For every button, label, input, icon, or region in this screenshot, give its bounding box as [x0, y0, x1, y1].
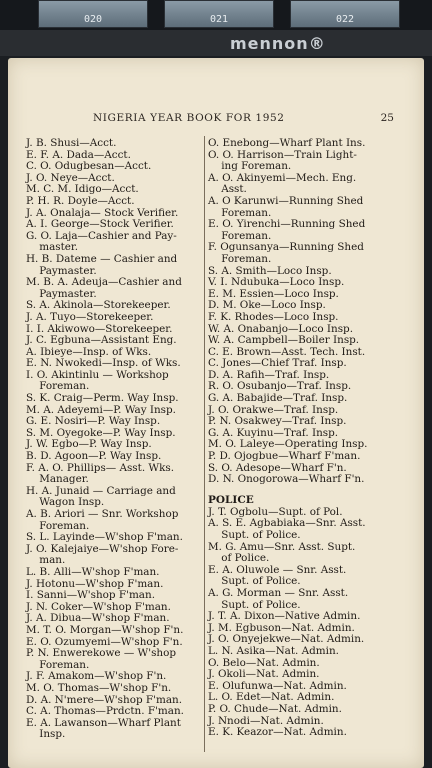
staff-entry-line: O. Enebong—Wharf Plant Ins.	[208, 137, 366, 149]
staff-entry-line: G. A. Kuyinu—Traf. Insp.	[208, 426, 339, 439]
staff-entry-line: Wagon Insp.	[26, 496, 105, 509]
staff-entry-line: J. O. Onyejekwe—Nat. Admin.	[208, 633, 365, 646]
staff-entry-line: J. Nnodi—Nat. Admin.	[208, 714, 324, 727]
staff-entry-line: J. O. Neye—Acct.	[26, 171, 115, 184]
staff-entry-line: I. Sanni—W'shop F'man.	[26, 589, 156, 602]
staff-entry-line: W. A. Campbell—Boiler Insp.	[208, 334, 360, 347]
staff-entry-line: A. S. E. Agbabiaka—Snr. Asst.	[208, 517, 366, 530]
film-frame	[38, 0, 148, 28]
section-heading-police: POLICE	[208, 493, 254, 506]
staff-entry-line: A. Ibieye—Insp. of Wks.	[26, 345, 152, 358]
staff-entry-line: L. N. Asika—Nat. Admin.	[208, 644, 339, 657]
scanner-bar	[0, 30, 432, 56]
staff-entry-line: E. K. Keazor—Nat. Admin.	[208, 726, 347, 739]
staff-entry-line: G. O. Laja—Cashier and Pay-	[26, 229, 177, 242]
frame-number: 021	[209, 14, 229, 25]
staff-entry-line: F. K. Rhodes—Loco Insp.	[208, 310, 339, 323]
staff-entry-line: Foreman.	[208, 229, 272, 242]
staff-entry-line: E. A. Oluwole — Snr. Asst.	[208, 563, 347, 576]
staff-entry-line: J. Okoli—Nat. Admin.	[208, 668, 320, 681]
staff-entry-line: J. T. A. Dixon—Native Admin.	[208, 610, 361, 623]
police-staff-list	[208, 507, 394, 739]
staff-entry-line: G. E. Nosiri—P. Way Insp.	[26, 415, 161, 428]
staff-entry-line: M. O. Laleye—Operating Insp.	[208, 438, 368, 451]
staff-entry-line: O. Belo—Nat. Admin.	[208, 656, 320, 669]
staff-entry-line: A. O Karunwi—Running Shed	[208, 194, 364, 207]
staff-entry-line: S. M. Oyegoke—P. Way Insp.	[26, 426, 176, 439]
page-number: 25	[380, 112, 394, 124]
staff-entry-line: A. I. George—Stock Verifier.	[26, 218, 174, 231]
staff-entry-line: man.	[26, 554, 66, 567]
staff-entry-line: M. B. A. Adeuja—Cashier and	[26, 276, 182, 289]
frame-number: 020	[83, 14, 103, 25]
staff-entry-line: E. F. A. Dada—Acct.	[26, 148, 131, 161]
page-header	[8, 112, 424, 128]
staff-entry-line: W. A. Onabanjo—Loco Insp.	[208, 322, 354, 335]
staff-entry-line: J. O. Kalejaiye—W'shop Fore-	[26, 542, 179, 555]
frame-number: 022	[335, 14, 355, 25]
staff-entry-line: G. A. Babajide—Traf. Insp.	[208, 392, 348, 405]
staff-entry-line: A. G. Morman — Snr. Asst.	[208, 586, 349, 599]
staff-entry-line: C. A. Thomas—Prdctn. F'man.	[26, 705, 184, 718]
staff-entry-line: P. O. Chude—Nat. Admin.	[208, 702, 342, 715]
staff-entry-line: D. A. Rafih—Traf. Insp.	[208, 368, 330, 381]
staff-entry-line: H. A. Junaid — Carriage and	[26, 484, 176, 497]
staff-entry-line: C. E. Brown—Asst. Tech. Inst.	[208, 345, 366, 358]
staff-entry-line: J. O. Orakwe—Traf. Insp.	[208, 403, 339, 416]
staff-entry-line: S. K. Craig—Perm. Way Insp.	[26, 392, 179, 405]
staff-entry-line: I. I. Akiwowo—Storekeeper.	[26, 322, 173, 335]
running-title: NIGERIA YEAR BOOK FOR 1952	[93, 112, 285, 124]
staff-entry-line: C. Jones—Chief Traf. Insp.	[208, 357, 347, 370]
scanner-brand-logo: mennon®	[230, 34, 326, 53]
film-strip	[0, 0, 432, 30]
staff-entry-line: L. O. Edet—Nat. Admin.	[208, 691, 335, 704]
staff-entry-line: B. D. Agoon—P. Way Insp.	[26, 450, 162, 463]
staff-entry-line: J. A. Dibua—W'shop F'man.	[26, 612, 170, 625]
staff-entry-line: J. Hotonu—W'shop F'man.	[26, 577, 164, 590]
staff-entry-line: H. B. Dateme — Cashier and	[26, 252, 178, 265]
staff-entry-line: E. M. Essien—Loco Insp.	[208, 287, 339, 300]
staff-entry-line: Foreman.	[26, 519, 90, 532]
staff-entry-line: M. C. M. Idigo—Acct.	[26, 183, 139, 196]
staff-entry-line: M. G. Amu—Snr. Asst. Supt.	[208, 540, 356, 553]
staff-entry-line: Foreman.	[208, 252, 272, 265]
staff-entry-line: J. A. Tuyo—Storekeeper.	[26, 310, 154, 323]
staff-entry-line: S. A. Akinola—Storekeeper.	[26, 299, 171, 312]
staff-entry-line: P. N. Osakwey—Traf. Insp.	[208, 415, 347, 428]
staff-entry-line: D. N. Onogorowa—Wharf F'n.	[208, 473, 365, 486]
staff-entry-line: ing Foreman.	[208, 160, 292, 173]
staff-entry-line: D. A. N'mere—W'shop F'man.	[26, 693, 183, 706]
staff-entry-line: O. O. Harrison—Train Light-	[208, 148, 357, 161]
staff-entry-line: Insp.	[26, 728, 66, 741]
staff-entry-line: Supt. of Police.	[208, 598, 301, 611]
staff-entry-line: F. A. O. Phillips— Asst. Wks.	[26, 461, 175, 474]
staff-entry-line: J. A. Onalaja— Stock Verifier.	[26, 206, 179, 219]
staff-entry-line: Foreman.	[26, 658, 90, 671]
staff-entry-line: E. O. Ozumyemi—W'shop F'n.	[26, 635, 183, 648]
staff-entry-line: F. Ogunsanya—Running Shed	[208, 241, 364, 254]
section-gap	[208, 486, 394, 492]
film-frame	[164, 0, 274, 28]
staff-entry-line: Paymaster.	[26, 264, 97, 277]
staff-entry-line: P. H. R. Doyle—Acct.	[26, 194, 135, 207]
staff-entry-line: S. A. Smith—Loco Insp.	[208, 264, 332, 277]
staff-entry-line: E. Olufunwa—Nat. Admin.	[208, 679, 347, 692]
staff-entry-line: Paymaster.	[26, 287, 97, 300]
staff-entry-line: Foreman.	[208, 206, 272, 219]
staff-entry-line: S. L. Layinde—W'shop F'man.	[26, 531, 183, 544]
staff-entry-line: D. M. Oke—Loco Insp.	[208, 299, 326, 312]
staff-entry-line: M. T. O. Morgan—W'shop F'n.	[26, 623, 184, 636]
staff-entry-line: Supt. of Police.	[208, 575, 301, 588]
staff-entry-line: I. O. Akintinlu — Workshop	[26, 368, 169, 381]
staff-entry-line: C. O. Odugbesan—Acct.	[26, 160, 152, 173]
staff-entry-line: Asst.	[208, 183, 247, 196]
right-column	[208, 138, 394, 739]
staff-entry-line: J. W. Egbo—P. Way Insp.	[26, 438, 152, 451]
staff-entry-line: A. B. Ariori — Snr. Workshop	[26, 508, 179, 520]
column-divider	[204, 136, 205, 752]
staff-entry-line: master.	[26, 241, 79, 254]
staff-entry-line: S. O. Adesope—Wharf F'n.	[208, 461, 347, 474]
staff-entry-line: J. M. Egbuson—Nat. Admin.	[208, 621, 355, 634]
staff-entry-line: L. B. Alli—W'shop F'man.	[26, 565, 160, 578]
right-column-staff-list	[208, 138, 394, 486]
staff-entry-line: Manager.	[26, 473, 89, 486]
staff-entry-line: M. O. Thomas—W'shop F'n.	[26, 681, 172, 694]
staff-entry-line: Foreman.	[26, 380, 90, 393]
staff-entry-line: E. A. Lawanson—Wharf Plant	[26, 716, 181, 729]
staff-entry-line: P. D. Ojogbue—Wharf F'man.	[208, 450, 361, 463]
staff-entry-line: M. A. Adeyemi—P. Way Insp.	[26, 403, 176, 416]
book-page	[8, 58, 424, 768]
staff-entry-line: J. C. Egbuna—Assistant Eng.	[26, 334, 177, 347]
staff-entry-line: E. O. Yirenchi—Running Shed	[208, 218, 366, 231]
staff-entry-line: P. N. Enwerekowe — W'shop	[26, 647, 177, 660]
staff-entry-line: A. O. Akinyemi—Mech. Eng.	[208, 171, 357, 184]
staff-entry-line: J. B. Shusi—Acct.	[26, 137, 117, 149]
staff-entry-line: J. N. Coker—W'shop F'man.	[26, 600, 171, 613]
staff-entry-line: E. N. Nwokedi—Insp. of Wks.	[26, 357, 181, 370]
staff-entry-line: V. I. Ndubuka—Loco Insp.	[208, 276, 345, 289]
staff-entry-line: J. T. Ogbolu—Supt. of Pol.	[208, 505, 343, 518]
staff-entry-line: Supt. of Police.	[208, 529, 301, 541]
staff-entry-line: R. O. Osubanjo—Traf. Insp.	[208, 380, 352, 393]
film-frame	[290, 0, 400, 28]
staff-entry-line: J. F. Amakom—W'shop F'n.	[26, 670, 167, 683]
staff-entry-line: of Police.	[208, 552, 270, 565]
left-column	[26, 138, 204, 741]
